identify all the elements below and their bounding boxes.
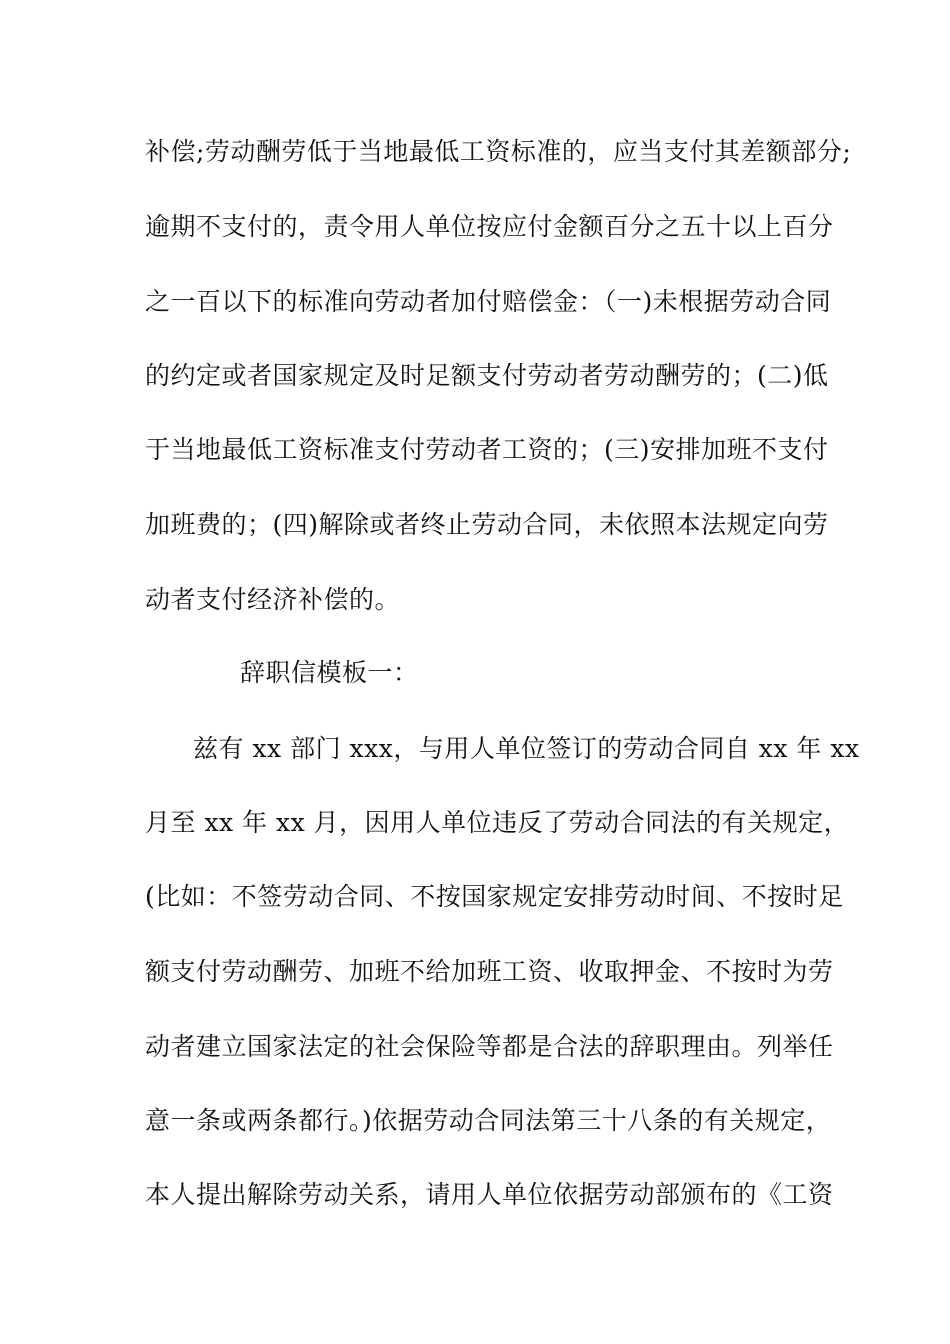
text-line: 动者建立国家法定的社会保险等都是合法的辞职理由。列举任 [145,1032,834,1061]
text-line: 兹有 xx 部门 xxx，与用人单位签订的劳动合同自 xx 年 xx [193,734,860,763]
section-heading: 辞职信模板一： [240,658,419,687]
text-line: 加班费的；(四)解除或者终止劳动合同，未依照本法规定向劳 [145,510,829,539]
text-line: 本人提出解除劳动关系，请用人单位依据劳动部颁布的《工资 [145,1180,834,1209]
text-line: 动者支付经济补偿的。 [145,585,401,614]
text-line: (比如：不签劳动合同、不按国家规定安排劳动时间、不按时足 [145,882,844,911]
text-line: 于当地最低工资标准支付劳动者工资的；(三)安排加班不支付 [145,435,829,464]
text-line: 月至 xx 年 xx 月，因用人单位违反了劳动合同法的有关规定， [145,808,850,837]
text-line: 的约定或者国家规定及时足额支付劳动者劳动酬劳的；(二)低 [145,361,829,390]
text-line: 意一条或两条都行。)依据劳动合同法第三十八条的有关规定， [145,1106,832,1135]
text-line: 额支付劳动酬劳、加班不给加班工资、收取押金、不按时为劳 [145,957,834,986]
text-line: 补偿;劳动酬劳低于当地最低工资标准的，应当支付其差额部分; [145,137,852,166]
text-line: 逾期不支付的，责令用人单位按应付金额百分之五十以上百分 [145,212,834,241]
text-line: 之一百以下的标准向劳动者加付赔偿金：（一)未根据劳动合同 [145,287,832,316]
